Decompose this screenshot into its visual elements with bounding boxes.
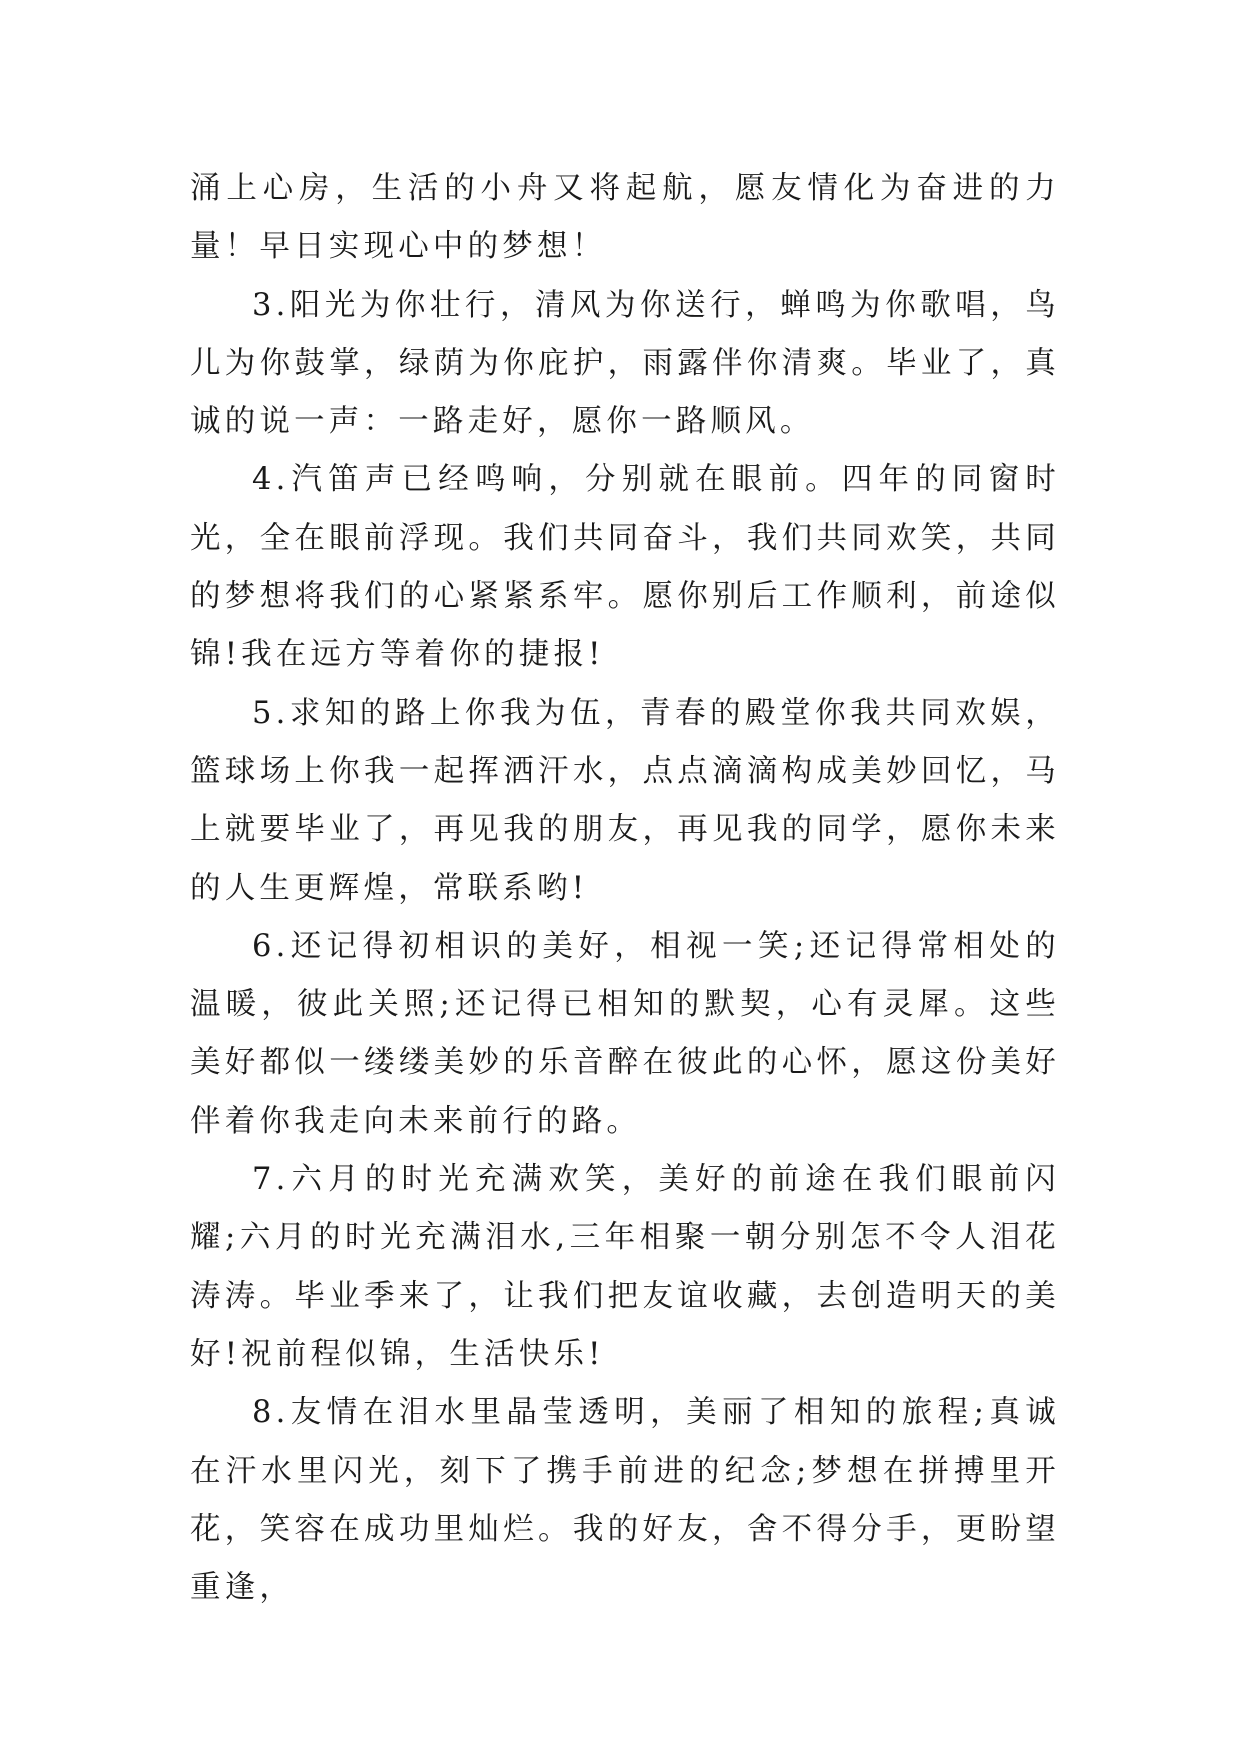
- paragraph-item-4: 4.汽笛声已经鸣响，分别就在眼前。四年的同窗时光，全在眼前浮现。我们共同奋斗，我们共同欢笑，共同的梦想将我们的心紧紧系牢。愿你别后工作顺利，前途似锦!我在远方等着你的捷报!: [190, 462, 1060, 673]
- document-body: [190, 160, 1060, 1617]
- paragraph-item-6: 6.还记得初相识的美好，相视一笑;还记得常相处的温暖，彼此关照;还记得已相知的默契，心有灵犀。这些美好都似一缕缕美妙的乐音醉在彼此的心怀，愿这份美好伴着你我走向未来前行的路。: [190, 928, 1060, 1139]
- paragraph-item-3: 3.阳光为你壮行，清风为你送行，蝉鸣为你歌唱，鸟儿为你鼓掌，绿荫为你庇护，雨露伴你清爽。毕业了，真诚的说一声：一路走好，愿你一路顺风。: [190, 287, 1060, 440]
- paragraph-item-7: 7.六月的时光充满欢笑，美好的前途在我们眼前闪耀;六月的时光充满泪水,三年相聚一朝分别怎不令人泪花涛涛。毕业季来了，让我们把友谊收藏，去创造明天的美好!祝前程似锦，生活快乐!: [190, 1162, 1060, 1372]
- paragraph-item-5: 5.求知的路上你我为伍，青春的殿堂你我共同欢娱，篮球场上你我一起挥洒汗水，点点滴滴构成美妙回忆，马上就要毕业了，再见我的朋友，再见我的同学，愿你未来的人生更辉煌，常联系哟!: [190, 695, 1060, 906]
- paragraph-continuation: 涌上心房，生活的小舟又将起航，愿友情化为奋进的力量！早日实现心中的梦想！: [190, 171, 1060, 265]
- paragraph-item-8: 8.友情在泪水里晶莹透明，美丽了相知的旅程;真诚在汗水里闪光，刻下了携手前进的纪念;梦想在拼搏里开花，笑容在成功里灿烂。我的好友，舍不得分手，更盼望重逢，: [190, 1395, 1060, 1606]
